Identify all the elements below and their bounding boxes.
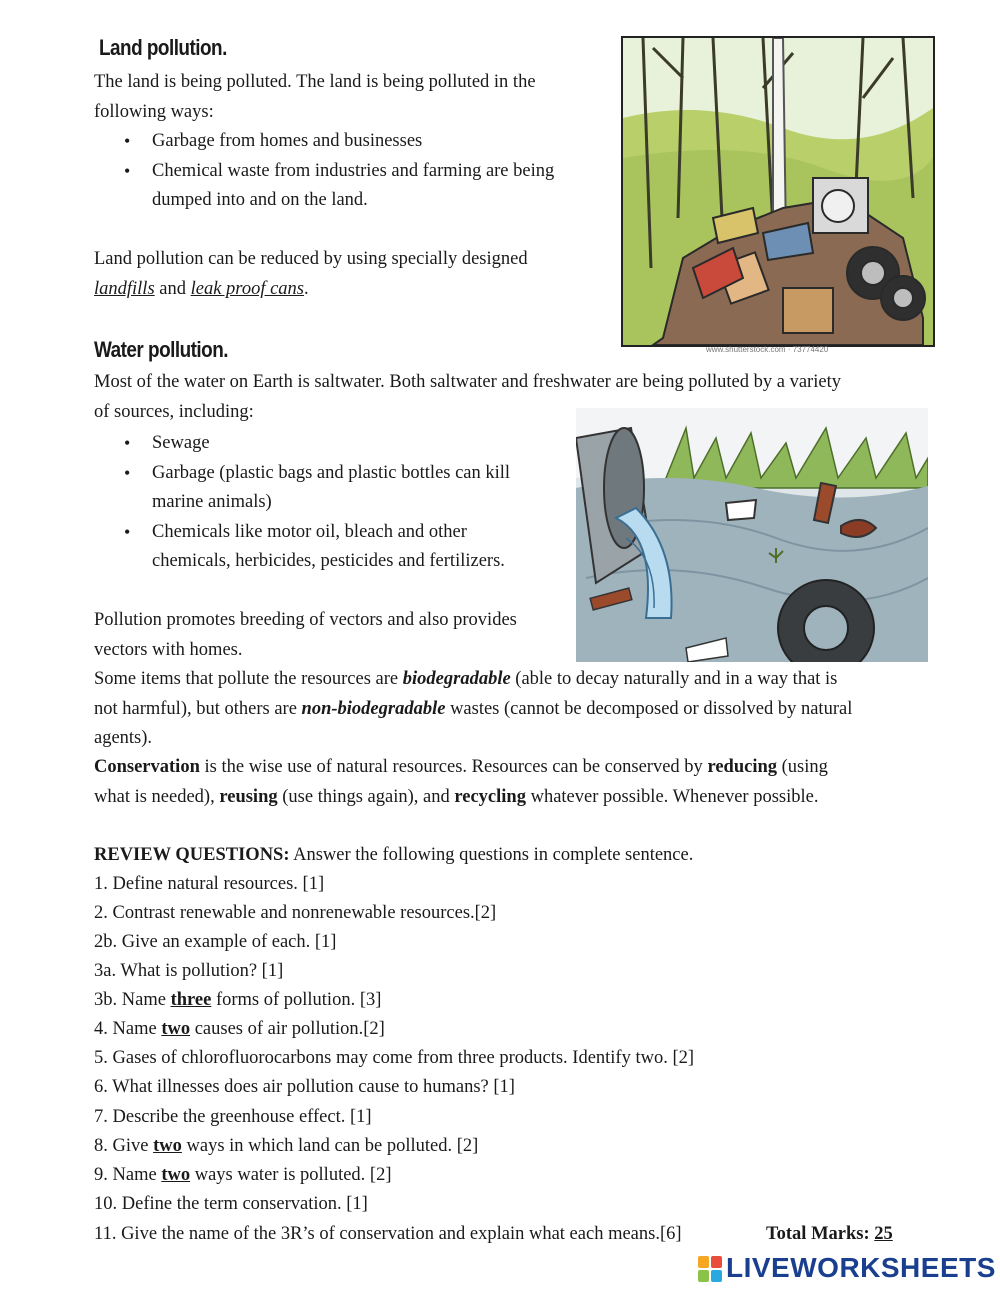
water-intro-line-2: of sources, including:	[94, 401, 254, 422]
question-10: 10. Define the term conservation. [1]	[94, 1194, 368, 1214]
liveworksheets-logo-icon	[698, 1256, 724, 1284]
list-item: • Sewage	[94, 429, 574, 459]
bio-text: Some items that pollute the resources are	[94, 669, 399, 689]
polluted-water-scene	[576, 408, 928, 662]
review-label: REVIEW QUESTIONS:	[94, 845, 290, 865]
review-questions-header	[94, 841, 693, 870]
question-5: 5. Gases of chlorofluorocarbons may come from three products. Identify two. [2]	[94, 1048, 695, 1068]
conservation-text: (using	[781, 757, 828, 777]
question-text: 8. Give	[94, 1136, 149, 1156]
question-1: 1. Define natural resources. [1]	[94, 874, 325, 894]
emphasis-two: two	[153, 1136, 182, 1156]
logo-square-1	[698, 1256, 709, 1268]
question-text: causes of air pollution.[2]	[194, 1019, 385, 1039]
question-3a: 3a. What is pollution? [1]	[94, 961, 284, 981]
conservation-line-1	[94, 753, 828, 783]
logo-square-3	[698, 1270, 709, 1282]
recycling-term: recycling	[454, 786, 526, 807]
land-reduce-line-2	[94, 275, 528, 305]
biodegradable-term: biodegradable	[402, 669, 511, 689]
land-intro	[94, 68, 594, 127]
emphasis-two: two	[161, 1165, 191, 1185]
and-word: and	[159, 278, 186, 299]
land-pollution-heading: Land pollution.	[99, 35, 227, 60]
logo-square-4	[711, 1270, 722, 1282]
list-item: • Chemicals like motor oil, bleach and other	[94, 518, 574, 548]
question-4	[94, 1015, 385, 1044]
biodegradable-paragraph	[94, 665, 852, 754]
question-text: 3b. Name	[94, 990, 166, 1010]
bio-text: wastes (cannot be decomposed or dissolved by natural	[450, 698, 853, 719]
list-item: • Garbage from homes and businesses	[94, 127, 594, 157]
reducing-term: reducing	[707, 757, 777, 777]
question-3b	[94, 986, 381, 1015]
emphasis-two: two	[161, 1019, 191, 1039]
water-bullet-list-2	[94, 518, 574, 548]
landfill-illustration	[621, 36, 935, 347]
question-2b: 2b. Give an example of each. [1]	[94, 932, 337, 952]
question-text: 4. Name	[94, 1019, 157, 1039]
total-marks-label: Total Marks:	[766, 1224, 870, 1244]
water-bullet-continuation-2: chemicals, herbicides, pesticides and fertilizers.	[152, 551, 505, 571]
question-text: 9. Name	[94, 1165, 157, 1185]
list-item: • Chemical waste from industries and farming are being	[94, 157, 594, 187]
water-pollution-illustration	[576, 408, 928, 662]
bio-line-2	[94, 695, 852, 725]
conservation-term: Conservation	[94, 757, 200, 777]
conservation-text: (use things again), and	[282, 786, 450, 807]
land-bullet-list	[94, 127, 594, 186]
water-bullet-continuation-1: marine animals)	[152, 492, 272, 512]
question-2: 2. Contrast renewable and nonrenewable resources.[2]	[94, 903, 497, 923]
question-7: 7. Describe the greenhouse effect. [1]	[94, 1107, 372, 1127]
reusing-term: reusing	[219, 786, 278, 807]
vectors-line-1: Pollution promotes breeding of vectors and also provides	[94, 610, 517, 630]
land-intro-line-2: following ways:	[94, 101, 214, 122]
question-6: 6. What illnesses does air pollution cause to humans? [1]	[94, 1077, 515, 1097]
water-intro-line-1: Most of the water on Earth is saltwater. Both saltwater and freshwater are being polluted by a variety	[94, 372, 841, 392]
vectors-paragraph	[94, 606, 517, 665]
liveworksheets-brand	[698, 1254, 994, 1286]
land-reduce-line-1: Land pollution can be reduced by using specially designed	[94, 249, 528, 269]
conservation-text: is the wise use of natural resources. Resources can be conserved by	[204, 757, 703, 777]
landfills-term: landfills	[94, 278, 155, 299]
bio-text: not harmful), but others are	[94, 698, 297, 719]
conservation-text: whatever possible. Whenever possible.	[530, 786, 819, 807]
logo-square-2	[711, 1256, 722, 1268]
question-11: 11. Give the name of the 3R’s of conservation and explain what each means.[6]	[94, 1224, 682, 1244]
non-biodegradable-term: non-biodegradable	[301, 698, 446, 719]
emphasis-three: three	[170, 990, 212, 1010]
bio-line-1	[94, 665, 852, 695]
bio-text: (able to decay naturally and in a way that is	[515, 669, 838, 689]
question-9	[94, 1161, 392, 1190]
question-text: ways water is polluted. [2]	[194, 1165, 392, 1185]
image-watermark-caption: www.shutterstock.com · 73774420	[706, 345, 829, 354]
water-pollution-heading: Water pollution.	[94, 337, 228, 362]
conservation-text: what is needed),	[94, 786, 215, 807]
list-item: • Garbage (plastic bags and plastic bottles can kill	[94, 459, 574, 489]
conservation-line-2	[94, 783, 828, 813]
review-instruction: Answer the following questions in complete sentence.	[293, 845, 694, 865]
question-8	[94, 1132, 478, 1161]
conservation-paragraph	[94, 753, 828, 812]
period: .	[304, 278, 309, 299]
landfill-scene	[623, 38, 933, 345]
question-text: ways in which land can be polluted. [2]	[186, 1136, 479, 1156]
leak-proof-cans-term: leak proof cans	[190, 278, 305, 299]
water-bullet-list	[94, 429, 574, 488]
bio-line-3: agents).	[94, 728, 153, 748]
total-marks	[766, 1220, 893, 1250]
land-reduce-paragraph	[94, 245, 528, 304]
total-marks-value: 25	[874, 1224, 893, 1244]
vectors-line-2: vectors with homes.	[94, 639, 243, 660]
liveworksheets-wordmark: LIVEWORKSHEETS	[726, 1252, 996, 1283]
land-bullet-continuation: dumped into and on the land.	[152, 190, 368, 210]
land-intro-line-1: The land is being polluted. The land is being polluted in the	[94, 72, 536, 92]
question-text: forms of pollution. [3]	[215, 990, 382, 1010]
